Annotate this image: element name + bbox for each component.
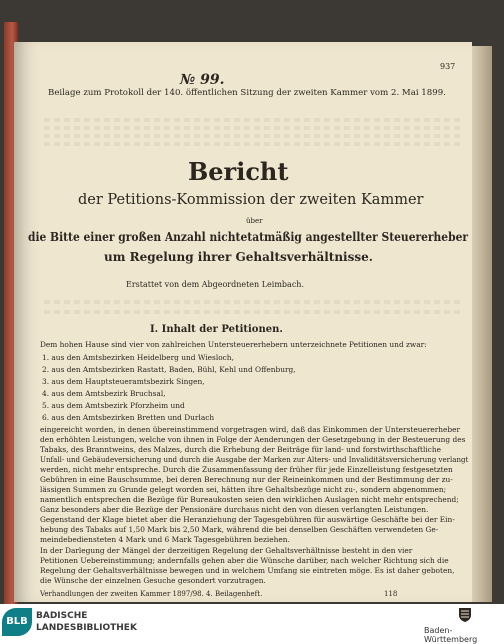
footer-note: Verhandlungen der zweiten Kammer 1897/98. 4. Beilagenheft. [40,590,263,598]
body-line: Gegenstand der Klage bietet aber die Heranziehung der Tagesgebühren für auswärtige Geschäfte bei der Ein- [40,515,455,524]
bleed-through [44,126,464,130]
body-line: Unfall- und Gebäudeversicherung und durch die Ausgabe der Marken zur Alters- und Invaliditätsversicherung verlangt [40,455,469,464]
body-line: hebung des Tabaks auf 1,50 Mark bis 2,50 Mark, während die bei denselben Geschäften verwendeten Ge- [40,525,439,534]
body-line: eingereicht worden, in denen übereinstimmend vorgetragen wird, daß das Einkommen der Untersteuererheber [40,425,461,434]
blb-logo[interactable]: BLB [2,608,32,636]
heading-line-1: die Bitte einer großen Anzahl nichtetatmäßig angestellter Steuererheber [28,229,468,244]
bleed-through [44,134,464,138]
list-item: 3. aus dem Hauptsteueramtsbezirk Singen, [42,377,205,386]
body-line: Regelung der Gehaltsverhältnisse bewegen und in welchem Umfang sie eintreten möge. Es ist daher geboten, [40,566,455,575]
list-item: 4. aus dem Amtsbezirk Bruchsal, [42,389,166,398]
body-line: lässigen Summen zu Grunde gelegt worden sei, hätten ihre Gehaltsbezüge nicht zu-, sondern abgenommen; [40,485,447,494]
body-line: Gebühren in eine Bauschsumme, bei deren Berechnung nur der Reineinkommen und der Bestimmung der zu- [40,475,453,484]
page-number: 937 [440,62,456,71]
body-line: den erhöhten Leistungen, welche von ihnen in Folge der Aenderungen der Gesetzgebung in der Besteuerung des [40,435,466,444]
page-edge [472,46,492,602]
document-number: № 99. [180,72,225,88]
body-line: Tabaks, des Branntweins, des Malzes, durch die Erhebung der Beiträge für land- und forstwirthschaftliche [40,445,441,454]
report-title: Bericht [188,157,289,186]
library-name-line2: LANDESBIBLIOTHEK [36,623,137,633]
body-line: werden, nicht mehr entspreche. Durch die Zusammenfassung der früher für jede Einzelleistung festgesetzten [40,465,453,474]
body-line: Petitionen Uebereinstimmung; andernfalls gehen aber die Wünsche darüber, nach welcher Richtung sich die [40,556,449,565]
bleed-through [44,118,464,122]
section-title: I. Inhalt der Petitionen. [150,324,283,335]
bw-label: Baden-Württemberg [424,626,478,644]
body-line: meindebediensteten 4 Mark und 6 Mark Tagesgebühren beziehen. [40,535,290,544]
list-item: 6. aus den Amtsbezirken Bretten und Durlach [42,413,215,422]
report-subtitle: der Petitions-Kommission der zweiten Kammer [78,192,424,208]
intro-paragraph: Dem hohen Hause sind vier von zahlreichen Untersteuererhebern unterzeichnete Petitionen und zwar: [40,340,427,349]
list-item: 2. aus den Amtsbezirken Rastatt, Baden, Bühl, Kehl und Offenburg, [42,365,296,374]
footer-number: 118 [384,590,398,598]
body-line: die Wünsche der einzelnen Gesuche gesondert vorzutragen. [40,576,266,585]
list-item: 1. aus den Amtsbezirken Heidelberg und Wiesloch, [42,353,234,362]
body-line: In der Darlegung der Mängel der derzeitigen Regelung der Gehaltsverhältnisse besteht in den vier [40,546,413,555]
bleed-through [44,310,464,314]
body-line: Ganz besonders aber die Bezüge der Pensionäre durchaus nicht den von diesen verlangten Leistungen. [40,505,429,514]
list-item: 5. aus dem Amtsbezirk Pforzheim und [42,401,185,410]
beilage-line: Beilage zum Protokoll der 140. öffentlichen Sitzung der zweiten Kammer vom 2. Mai 1899. [48,88,446,98]
body-line: namentlich entsprechen die Bezüge für Bureaukosten seien den wirklichen Auslagen nicht mehr entsprechend; [40,495,459,504]
baden-wuerttemberg-crest-icon [456,606,474,624]
ueber-word: über [246,217,263,225]
heading-line-2: um Regelung ihrer Gehaltsverhältnisse. [104,250,373,264]
author-line: Erstattet von dem Abgeordneten Leimbach. [126,280,304,289]
bleed-through [44,142,464,146]
bleed-through [44,300,464,304]
library-name-line1: BADISCHE [36,611,88,621]
